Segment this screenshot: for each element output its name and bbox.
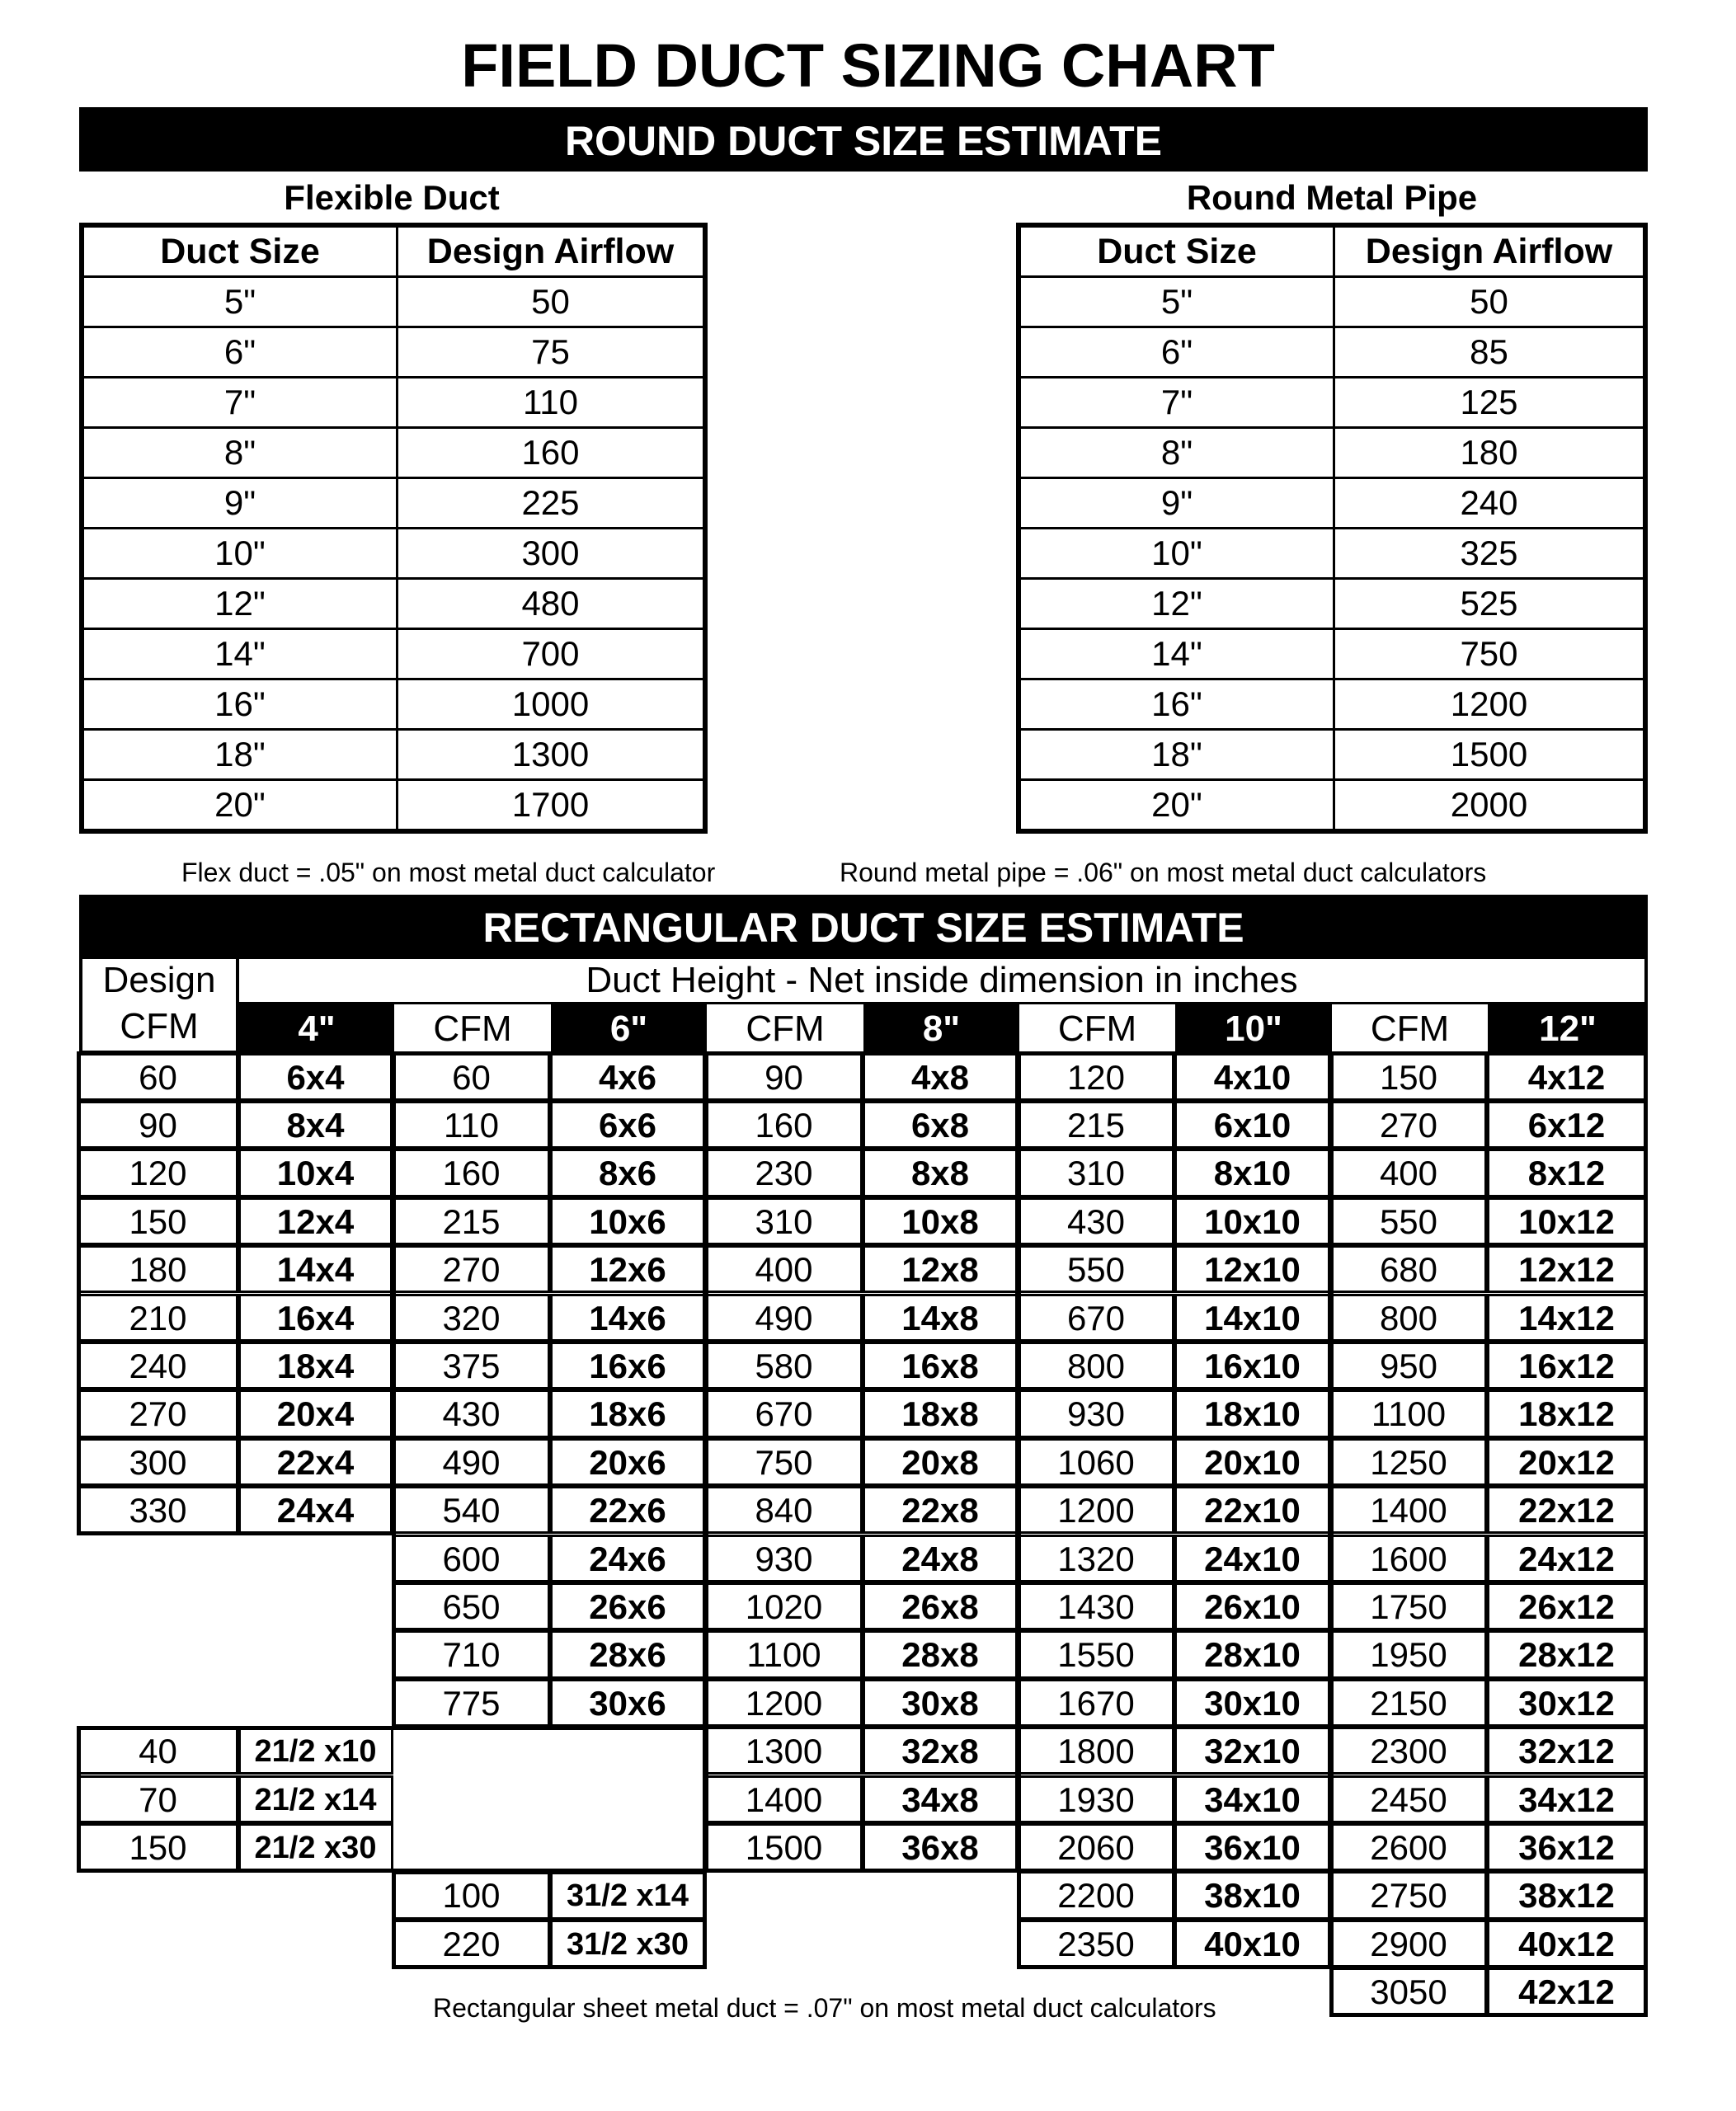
metal-airflow: 2000	[1334, 780, 1646, 832]
cfm-cell: 800	[1019, 1342, 1174, 1389]
size-cell: 36x12	[1487, 1823, 1647, 1871]
flex-row	[82, 428, 705, 478]
cfm-cell: 320	[393, 1294, 550, 1342]
cfm-cell: 270	[393, 1245, 550, 1293]
extra-2half-border	[77, 1726, 707, 1873]
cfm-cell: 240	[78, 1342, 238, 1389]
cfm-cell: 270	[78, 1389, 238, 1437]
size-cell: 6x12	[1487, 1101, 1647, 1149]
metal-airflow: 240	[1334, 478, 1646, 529]
metal-airflow: 1500	[1334, 730, 1646, 780]
flex-airflow: 225	[398, 478, 706, 529]
cfm-cell: 310	[706, 1197, 863, 1245]
metal-col-duct-size: Duct Size	[1019, 225, 1334, 277]
size-cell: 14x10	[1174, 1294, 1331, 1342]
cfm-cell: 120	[1019, 1053, 1174, 1101]
cfm-cell: 210	[78, 1294, 238, 1342]
cfm-cell: 1430	[1019, 1582, 1174, 1630]
cfm-cell: 580	[706, 1342, 863, 1389]
size-cell: 31/2 x30	[550, 1920, 706, 1968]
column-group-border	[392, 1051, 707, 1728]
cfm-cell: 2300	[1331, 1727, 1487, 1775]
size-cell: 16x4	[238, 1294, 393, 1342]
cfm-cell: 670	[706, 1389, 863, 1437]
size-cell: 14x4	[238, 1245, 393, 1293]
flex-duct-size: 5"	[82, 277, 398, 327]
size-cell: 14x8	[863, 1294, 1019, 1342]
size-cell: 38x10	[1174, 1871, 1331, 1919]
cfm-cell: 430	[1019, 1197, 1174, 1245]
size-cell: 16x10	[1174, 1342, 1331, 1389]
size-cell: 16x8	[863, 1342, 1019, 1389]
size-cell: 16x6	[550, 1342, 706, 1389]
cfm-cell: 310	[1019, 1149, 1174, 1197]
size-cell: 21/2 x14	[238, 1775, 393, 1823]
cfm-cell: 1550	[1019, 1630, 1174, 1678]
size-cell: 30x10	[1174, 1679, 1331, 1727]
size-cell: 28x6	[550, 1630, 706, 1678]
size-cell: 16x12	[1487, 1342, 1647, 1389]
size-cell: 34x10	[1174, 1775, 1331, 1823]
cfm-cell: 400	[1331, 1149, 1487, 1197]
metal-row	[1019, 780, 1645, 832]
cfm-cell: 430	[393, 1389, 550, 1437]
flex-row	[82, 277, 705, 327]
cfm-cell: 180	[78, 1245, 238, 1293]
size-cell: 8x12	[1487, 1149, 1647, 1197]
cfm-cell: 300	[78, 1438, 238, 1486]
flex-airflow: 160	[398, 428, 706, 478]
cfm-cell: 90	[78, 1101, 238, 1149]
size-cell: 20x12	[1487, 1438, 1647, 1486]
size-cell: 22x6	[550, 1486, 706, 1534]
size-cell: 26x10	[1174, 1582, 1331, 1630]
size-cell: 28x10	[1174, 1630, 1331, 1678]
cfm-cell: 930	[1019, 1389, 1174, 1437]
flex-col-design-airflow: Design Airflow	[398, 225, 706, 277]
size-cell: 20x8	[863, 1438, 1019, 1486]
cfm-cell: 400	[706, 1245, 863, 1293]
size-cell: 24x4	[238, 1486, 393, 1534]
cfm-cell: 270	[1331, 1101, 1487, 1149]
cfm-cell: 90	[706, 1053, 863, 1101]
size-cell: 32x10	[1174, 1727, 1331, 1775]
cfm-cell: 375	[393, 1342, 550, 1389]
size-cell: 28x12	[1487, 1630, 1647, 1678]
size-cell: 12x12	[1487, 1245, 1647, 1293]
cfm-cell: 490	[393, 1438, 550, 1486]
metal-airflow: 50	[1334, 277, 1646, 327]
height-header-12: 12"	[1488, 1004, 1648, 1054]
cfm-cell: 800	[1331, 1294, 1487, 1342]
flex-duct-size: 14"	[82, 629, 398, 679]
cfm-cell: 150	[78, 1197, 238, 1245]
metal-airflow: 85	[1334, 327, 1646, 378]
cfm-cell: 1400	[706, 1775, 863, 1823]
size-cell: 24x8	[863, 1535, 1019, 1582]
rect-note: Rectangular sheet metal duct = .07" on most metal duct calculators	[433, 1993, 1216, 2023]
metal-duct-size: 14"	[1019, 629, 1334, 679]
cfm-cell: 950	[1331, 1342, 1487, 1389]
size-cell: 24x10	[1174, 1535, 1331, 1582]
flex-airflow: 1000	[398, 679, 706, 730]
cfm-cell: 550	[1331, 1197, 1487, 1245]
flex-airflow: 1700	[398, 780, 706, 832]
metal-row	[1019, 629, 1645, 679]
cfm-cell: 1800	[1019, 1727, 1174, 1775]
cfm-cell: 650	[393, 1582, 550, 1630]
flex-airflow: 50	[398, 277, 706, 327]
size-cell: 34x8	[863, 1775, 1019, 1823]
column-group-border	[1017, 1051, 1332, 1969]
column-group-border	[1329, 1051, 1648, 2017]
size-cell: 4x10	[1174, 1053, 1331, 1101]
cfm-cell: 1500	[706, 1823, 863, 1871]
flex-row	[82, 730, 705, 780]
metal-airflow: 1200	[1334, 679, 1646, 730]
metal-row	[1019, 529, 1645, 579]
flex-airflow: 700	[398, 629, 706, 679]
size-cell: 14x12	[1487, 1294, 1647, 1342]
size-cell: 8x10	[1174, 1149, 1331, 1197]
cfm-cell: 670	[1019, 1294, 1174, 1342]
cfm-cell: 150	[1331, 1053, 1487, 1101]
metal-airflow: 180	[1334, 428, 1646, 478]
size-cell: 12x6	[550, 1245, 706, 1293]
flex-row	[82, 478, 705, 529]
cfm-col-header: CFM	[433, 1008, 512, 1049]
cfm-cell: 1930	[1019, 1775, 1174, 1823]
size-cell: 22x8	[863, 1486, 1019, 1534]
metal-row	[1019, 428, 1645, 478]
metal-row	[1019, 478, 1645, 529]
size-cell: 4x6	[550, 1053, 706, 1101]
page-title: FIELD DUCT SIZING CHART	[461, 31, 1275, 100]
metal-duct-size: 6"	[1019, 327, 1334, 378]
cfm-cell: 840	[706, 1486, 863, 1534]
column-group-border	[77, 1051, 394, 1535]
metal-row	[1019, 730, 1645, 780]
cfm-cell: 1100	[1331, 1389, 1487, 1437]
cfm-cell: 1060	[1019, 1438, 1174, 1486]
cfm-cell: 775	[393, 1679, 550, 1727]
size-cell: 21/2 x10	[238, 1727, 393, 1775]
metal-row	[1019, 277, 1645, 327]
size-cell: 4x8	[863, 1053, 1019, 1101]
cfm-cell: 750	[706, 1438, 863, 1486]
metal-duct-size: 7"	[1019, 378, 1334, 428]
metal-airflow: 525	[1334, 579, 1646, 629]
cfm-cell: 60	[78, 1053, 238, 1101]
cfm-cell: 1300	[706, 1727, 863, 1775]
metal-duct-size: 10"	[1019, 529, 1334, 579]
size-cell: 6x8	[863, 1101, 1019, 1149]
cfm-col-header: CFM	[1370, 1008, 1450, 1049]
cfm-cell: 40	[78, 1727, 238, 1775]
size-cell: 36x10	[1174, 1823, 1331, 1871]
flex-airflow: 480	[398, 579, 706, 629]
size-cell: 34x12	[1487, 1775, 1647, 1823]
cfm-cell: 600	[393, 1535, 550, 1582]
cfm-cell: 1200	[706, 1679, 863, 1727]
flex-airflow: 1300	[398, 730, 706, 780]
cfm-cell: 220	[393, 1920, 550, 1968]
cfm-cell: 1600	[1331, 1535, 1487, 1582]
height-header-10: 10"	[1175, 1004, 1332, 1054]
size-cell: 36x8	[863, 1823, 1019, 1871]
metal-airflow: 325	[1334, 529, 1646, 579]
flex-duct-size: 9"	[82, 478, 398, 529]
metal-pipe-title: Round Metal Pipe	[1186, 178, 1478, 217]
flex-row	[82, 679, 705, 730]
metal-duct-size: 5"	[1019, 277, 1334, 327]
size-cell: 30x8	[863, 1679, 1019, 1727]
cfm-cell: 550	[1019, 1245, 1174, 1293]
size-cell: 6x6	[550, 1101, 706, 1149]
metal-row	[1019, 679, 1645, 730]
metal-duct-size: 12"	[1019, 579, 1334, 629]
cfm-cell: 1100	[706, 1630, 863, 1678]
cfm-cell: 1020	[706, 1582, 863, 1630]
cfm-cell: 1670	[1019, 1679, 1174, 1727]
height-header-4: 4"	[239, 1004, 394, 1054]
size-cell: 14x6	[550, 1294, 706, 1342]
size-cell: 6x10	[1174, 1101, 1331, 1149]
cfm-cell: 540	[393, 1486, 550, 1534]
cfm-cell: 2060	[1019, 1823, 1174, 1871]
size-cell: 12x10	[1174, 1245, 1331, 1293]
size-cell: 8x6	[550, 1149, 706, 1197]
flex-duct-title: Flexible Duct	[284, 178, 500, 217]
size-cell: 12x8	[863, 1245, 1019, 1293]
cfm-cell: 110	[393, 1101, 550, 1149]
size-cell: 18x4	[238, 1342, 393, 1389]
flex-duct-table	[79, 223, 708, 834]
flex-col-duct-size: Duct Size	[82, 225, 398, 277]
flex-row	[82, 629, 705, 679]
flex-duct-size: 18"	[82, 730, 398, 780]
column-group-border	[704, 1051, 1019, 1873]
cfm-cell: 1950	[1331, 1630, 1487, 1678]
size-cell: 10x12	[1487, 1197, 1647, 1245]
size-cell: 8x4	[238, 1101, 393, 1149]
cfm-label: CFM	[120, 1006, 199, 1046]
cfm-cell: 3050	[1331, 1968, 1487, 2015]
size-cell: 31/2 x14	[550, 1871, 706, 1919]
size-cell: 32x12	[1487, 1727, 1647, 1775]
metal-note: Round metal pipe = .06" on most metal duct calculators	[840, 858, 1487, 887]
flex-row	[82, 378, 705, 428]
size-cell: 6x4	[238, 1053, 393, 1101]
metal-duct-size: 16"	[1019, 679, 1334, 730]
flex-note: Flex duct = .05" on most metal duct calculator	[181, 858, 716, 887]
size-cell: 18x10	[1174, 1389, 1331, 1437]
duct-height-caption: Duct Height - Net inside dimension in inches	[239, 957, 1648, 1004]
size-cell: 22x10	[1174, 1486, 1331, 1534]
size-cell: 10x10	[1174, 1197, 1331, 1245]
cfm-cell: 2350	[1019, 1920, 1174, 1968]
size-cell: 12x4	[238, 1197, 393, 1245]
design-cfm-header	[79, 957, 239, 1054]
metal-duct-size: 18"	[1019, 730, 1334, 780]
cfm-cell: 710	[393, 1630, 550, 1678]
metal-duct-size: 20"	[1019, 780, 1334, 832]
cfm-col-header: CFM	[746, 1008, 825, 1049]
size-cell: 10x4	[238, 1149, 393, 1197]
size-cell: 8x8	[863, 1149, 1019, 1197]
flex-duct-size: 10"	[82, 529, 398, 579]
cfm-cell: 2200	[1019, 1871, 1174, 1919]
flex-row	[82, 780, 705, 832]
round-section-header: ROUND DUCT SIZE ESTIMATE	[79, 107, 1648, 172]
cfm-cell: 680	[1331, 1245, 1487, 1293]
size-cell: 22x4	[238, 1438, 393, 1486]
size-cell: 38x12	[1487, 1871, 1647, 1919]
size-cell: 28x8	[863, 1630, 1019, 1678]
size-cell: 24x6	[550, 1535, 706, 1582]
cfm-cell: 215	[393, 1197, 550, 1245]
size-cell: 30x12	[1487, 1679, 1647, 1727]
metal-pipe-table	[1016, 223, 1648, 834]
height-header-row	[239, 1004, 1648, 1054]
size-cell: 40x12	[1487, 1920, 1647, 1968]
design-label: Design	[102, 960, 216, 1000]
cfm-cell: 1200	[1019, 1486, 1174, 1534]
cfm-cell: 1250	[1331, 1438, 1487, 1486]
metal-row	[1019, 327, 1645, 378]
cfm-cell: 160	[393, 1149, 550, 1197]
metal-col-design-airflow: Design Airflow	[1334, 225, 1646, 277]
flex-airflow: 75	[398, 327, 706, 378]
size-cell: 32x8	[863, 1727, 1019, 1775]
metal-airflow: 125	[1334, 378, 1646, 428]
cfm-cell: 2750	[1331, 1871, 1487, 1919]
metal-airflow: 750	[1334, 629, 1646, 679]
flex-duct-size: 16"	[82, 679, 398, 730]
size-cell: 42x12	[1487, 1968, 1647, 2015]
size-cell: 20x6	[550, 1438, 706, 1486]
cfm-cell: 2150	[1331, 1679, 1487, 1727]
metal-duct-size: 8"	[1019, 428, 1334, 478]
flex-duct-size: 12"	[82, 579, 398, 629]
cfm-cell: 160	[706, 1101, 863, 1149]
size-cell: 20x4	[238, 1389, 393, 1437]
cfm-cell: 1750	[1331, 1582, 1487, 1630]
size-cell: 18x12	[1487, 1389, 1647, 1437]
size-cell: 18x6	[550, 1389, 706, 1437]
cfm-cell: 230	[706, 1149, 863, 1197]
metal-duct-size: 9"	[1019, 478, 1334, 529]
height-header-6: 6"	[551, 1004, 707, 1054]
cfm-cell: 2450	[1331, 1775, 1487, 1823]
size-cell: 18x8	[863, 1389, 1019, 1437]
cfm-cell: 1400	[1331, 1486, 1487, 1534]
extra-3half-border	[392, 1870, 707, 1969]
flex-airflow: 300	[398, 529, 706, 579]
cfm-cell: 70	[78, 1775, 238, 1823]
flex-duct-size: 6"	[82, 327, 398, 378]
size-cell: 21/2 x30	[238, 1823, 393, 1871]
cfm-cell: 150	[78, 1823, 238, 1871]
cfm-cell: 2900	[1331, 1920, 1487, 1968]
cfm-cell: 490	[706, 1294, 863, 1342]
rect-section-header: RECTANGULAR DUCT SIZE ESTIMATE	[79, 895, 1648, 959]
cfm-cell: 330	[78, 1486, 238, 1534]
metal-row	[1019, 579, 1645, 629]
size-cell: 26x12	[1487, 1582, 1647, 1630]
size-cell: 26x8	[863, 1582, 1019, 1630]
size-cell: 30x6	[550, 1679, 706, 1727]
height-header-8: 8"	[863, 1004, 1019, 1054]
flex-duct-size: 20"	[82, 780, 398, 832]
cfm-col-header: CFM	[1057, 1008, 1137, 1049]
size-cell: 40x10	[1174, 1920, 1331, 1968]
flex-duct-size: 8"	[82, 428, 398, 478]
cfm-cell: 930	[706, 1535, 863, 1582]
cfm-cell: 1320	[1019, 1535, 1174, 1582]
size-cell: 10x8	[863, 1197, 1019, 1245]
cfm-cell: 60	[393, 1053, 550, 1101]
size-cell: 24x12	[1487, 1535, 1647, 1582]
flex-row	[82, 529, 705, 579]
flex-duct-size: 7"	[82, 378, 398, 428]
size-cell: 4x12	[1487, 1053, 1647, 1101]
flex-row	[82, 327, 705, 378]
size-cell: 10x6	[550, 1197, 706, 1245]
size-cell: 22x12	[1487, 1486, 1647, 1534]
flex-airflow: 110	[398, 378, 706, 428]
metal-row	[1019, 378, 1645, 428]
size-cell: 20x10	[1174, 1438, 1331, 1486]
cfm-cell: 120	[78, 1149, 238, 1197]
size-cell: 26x6	[550, 1582, 706, 1630]
cfm-cell: 215	[1019, 1101, 1174, 1149]
cfm-cell: 2600	[1331, 1823, 1487, 1871]
flex-row	[82, 579, 705, 629]
cfm-cell: 100	[393, 1871, 550, 1919]
